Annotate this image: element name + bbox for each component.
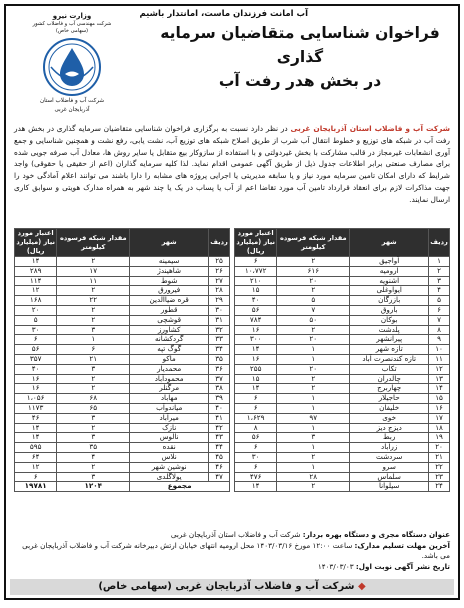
cell-city: قره ضیاالدین	[130, 296, 209, 306]
cell-value: ۱۴	[235, 384, 277, 394]
cell-city: سردشت	[350, 452, 429, 462]
cell-unit: ۱	[277, 394, 350, 404]
cell-unit: ۲	[57, 257, 130, 267]
table-row	[15, 384, 230, 394]
cell-row-number: ۹	[429, 335, 450, 345]
cell-row-number: ۵	[429, 296, 450, 306]
cell-unit: ۲۱	[57, 354, 130, 364]
cell-value: ۱۵	[235, 374, 277, 384]
cell-row-number: ۳۳	[209, 335, 230, 345]
cell-city: مرگنلر	[130, 384, 209, 394]
cell-unit: ۴	[57, 452, 130, 462]
cell-value: ۲۵۵	[235, 364, 277, 374]
cell-city: قطور	[130, 305, 209, 315]
cell-unit: ۱	[57, 335, 130, 345]
header-unit: مقدار شبکه فرسوده کیلومتر	[57, 229, 130, 257]
cell-city: کشاورز	[130, 325, 209, 335]
cell-unit: ۱	[277, 443, 350, 453]
table-row	[15, 325, 230, 335]
table-row	[235, 305, 450, 315]
footer-deadline-value: ساعت ۱۲:۰۰ مورخ ۱۴۰۳/۰۳/۱۶ محل ارومیه انتهای خیابان ارتش دبیرخانه شرکت آب و فاضلاب آذربایجان غربی می باشد.	[22, 540, 450, 560]
cell-unit: ۲	[277, 257, 350, 267]
header-value: اعتبار مورد نیاز (میلیارد ریال)	[236, 229, 275, 255]
cell-value: ۶	[235, 394, 277, 404]
total-unit: ۱۲۰۴	[57, 482, 130, 492]
table-row	[235, 315, 450, 325]
cell-unit: ۲	[277, 374, 350, 384]
cell-city: یولاگلدی	[130, 472, 209, 482]
cell-value: ۵۹۵	[15, 443, 57, 453]
table-row	[235, 452, 450, 462]
intro-company-name: شرکت آب و فاضلاب استان آذربایجان غربی	[290, 124, 450, 133]
cell-row-number: ۳۵	[209, 354, 230, 364]
page-title	[150, 21, 450, 93]
cell-unit: ۲	[277, 452, 350, 462]
footer-line-deadline	[14, 541, 450, 562]
cell-value: ۴۰	[15, 364, 57, 374]
cell-unit: ۲	[57, 315, 130, 325]
cell-row-number: ۱۳	[429, 374, 450, 384]
cell-value: ۱۴	[15, 433, 57, 443]
cell-value: ۱۶	[235, 325, 277, 335]
table-row	[235, 423, 450, 433]
cell-city: گردکشانه	[130, 335, 209, 345]
table-row	[15, 472, 230, 482]
table-row	[235, 364, 450, 374]
cell-city: چهاربرج	[350, 384, 429, 394]
table-row	[235, 433, 450, 443]
ministry-sub-1: شرکت مهندسی آب و فاضلاب کشور	[32, 21, 112, 27]
ministry-sub-2: (سهامی خاص)	[55, 28, 89, 34]
table-row	[235, 403, 450, 413]
table-row	[15, 354, 230, 364]
cell-row-number: ۳۴	[209, 345, 230, 355]
cell-row-number: ۲۴	[429, 482, 450, 492]
cell-unit: ۶۵	[57, 403, 130, 413]
cell-city: باروق	[350, 305, 429, 315]
header-city: شهر	[350, 229, 429, 257]
table-row	[235, 325, 450, 335]
cell-row-number: ۲۹	[209, 296, 230, 306]
cell-unit: ۲	[277, 482, 350, 492]
cell-city: محمودآباد	[130, 374, 209, 384]
cell-value: ۱۰،۷۷۲	[235, 266, 277, 276]
table-row	[235, 482, 450, 492]
cell-row-number: ۲۳	[429, 472, 450, 482]
table-row	[235, 266, 450, 276]
cell-row-number: ۲۱	[429, 452, 450, 462]
footer-deadline-label: آخرین مهلت تسلیم مدارک:	[354, 540, 450, 550]
logo-block	[12, 12, 132, 120]
cell-value: ۲۸۹	[15, 266, 57, 276]
cell-row-number: ۳	[429, 276, 450, 286]
table-row	[15, 423, 230, 433]
header-unit: مقدار شبکه فرسوده کیلومتر	[277, 229, 350, 257]
cell-city: نالوس	[130, 433, 209, 443]
cell-row-number: ۱۶	[429, 403, 450, 413]
cell-row-number: ۱۹	[429, 433, 450, 443]
cell-city: حاجیلار	[350, 394, 429, 404]
cell-unit: ۲	[57, 462, 130, 472]
ministry-name: وزارت نیرو	[52, 12, 92, 20]
cell-value: ۱۴	[15, 257, 57, 267]
cell-value: ۳۰	[235, 452, 277, 462]
cell-value: ۱۶	[15, 374, 57, 384]
cell-unit: ۲	[57, 305, 130, 315]
cell-city: سیمینه	[130, 257, 209, 267]
cell-row-number: ۴۴	[209, 443, 230, 453]
cell-row-number: ۳۷	[209, 374, 230, 384]
footer-line-executor	[14, 530, 450, 541]
cell-value: ۱۴	[235, 482, 277, 492]
cell-city: سلماس	[350, 472, 429, 482]
cell-unit: ۲۸	[277, 472, 350, 482]
cell-row-number: ۲۲	[429, 462, 450, 472]
cell-unit: ۲	[57, 374, 130, 384]
cell-row-number: ۴۶	[209, 462, 230, 472]
cell-row-number: ۲۰	[429, 443, 450, 453]
cell-city: اشنویه	[350, 276, 429, 286]
cell-city: میاندوآب	[130, 403, 209, 413]
table-row	[15, 257, 230, 267]
cell-unit: ۲۰	[277, 335, 350, 345]
cell-city: دیزج دیز	[350, 423, 429, 433]
cell-city: بازرگان	[350, 296, 429, 306]
cell-city: میرآباد	[130, 413, 209, 423]
cell-city: پلدشت	[350, 325, 429, 335]
cell-value: ۱۱۷۳	[15, 403, 57, 413]
table-cities-right	[234, 228, 450, 492]
cell-unit: ۳	[277, 433, 350, 443]
footer-line-publish-date	[14, 562, 450, 573]
table-row	[235, 335, 450, 345]
water-drop-logo-icon	[43, 38, 101, 96]
cell-unit: ۱	[277, 345, 350, 355]
cell-city: تازه شهر	[350, 345, 429, 355]
cell-city: نقده	[130, 443, 209, 453]
cell-city: پیرانشهر	[350, 335, 429, 345]
cell-row-number: ۴۲	[209, 423, 230, 433]
intro-paragraph	[14, 123, 450, 206]
cell-value: ۵۶	[15, 345, 57, 355]
table-cities-left	[14, 228, 230, 492]
cell-city: تازه کندنصرت آباد	[350, 354, 429, 364]
cell-row-number: ۱۱	[429, 354, 450, 364]
cell-value: ۵	[15, 315, 57, 325]
cell-row-number: ۱۲	[429, 364, 450, 374]
cell-unit: ۵۰	[277, 315, 350, 325]
table-row	[15, 286, 230, 296]
cell-value: ۶	[15, 335, 57, 345]
cell-value: ۷۸۴	[235, 315, 277, 325]
cell-value: ۱۶۸	[15, 296, 57, 306]
cell-city: ارومیه	[350, 266, 429, 276]
intro-body: در نظر دارد نسبت به برگزاری فراخوان شناسایی متقاضیان سرمایه گذاری در بخش هدر رفت آب در شبکه های توزیع و خطوط انتقال آب شرب از طریق اصلاح شبکه های توزیع آب، نشت یابی، رفع نشت و همچنین شناسایی و جمع آوری انشعابات غیرمجاز در قالب مشارکت با بخش غیردولتی و با استفاده از سازوکار بیع متقابل یا سایر روش ها، معادل آب صرفه جویی شده برای مصارف صنعتی برابر اطلاعات جدول ذیل از طریق آگهی عمومی اقدام نماید. لذا کلیه سرمایه گذاران (اعم از حقیقی یا حقوقی) واجد شرایط که دارای امکان تامین سرمایه مورد نیاز و یا سابقه مدیریتی یا اجرایی پروژه های مشابه را دارا باشند می توانند اعلام آمادگی خود را جهت مذاکرات لازم برای انعقاد قرارداد تامین آب مورد تقاضا اعم از آب یا پساب در یک یا چند شهر به همراه مدارک هویتی و سوابق کاری ارسال نمایند.	[14, 124, 450, 204]
banner-text: شرکت آب و فاضلاب آذربایجان غربی (سهامی خاص)	[98, 581, 355, 592]
cell-value: ۱۴	[15, 423, 57, 433]
table-row	[15, 413, 230, 423]
header-row-number: ردیف	[429, 229, 450, 257]
table-row	[15, 462, 230, 472]
cell-unit: ۳	[57, 472, 130, 482]
slogan: آب امانت فرزندان ماست، امانتدار باشیم	[139, 9, 308, 19]
cell-unit: ۱	[277, 462, 350, 472]
table-row	[235, 443, 450, 453]
table-row	[15, 335, 230, 345]
table-row	[15, 276, 230, 286]
table-row	[235, 394, 450, 404]
cell-unit: ۵	[277, 296, 350, 306]
cell-row-number: ۷	[429, 315, 450, 325]
cell-unit: ۶۸	[57, 394, 130, 404]
table-row	[235, 472, 450, 482]
cell-row-number: ۱۵	[429, 394, 450, 404]
company-logo-text-2: آذربایجان غربی	[54, 107, 90, 113]
cell-row-number: ۳۱	[209, 315, 230, 325]
cell-row-number: ۴۷	[209, 472, 230, 482]
cell-value: ۱۶	[15, 384, 57, 394]
cell-city: آواجیق	[350, 257, 429, 267]
table-row	[235, 286, 450, 296]
cell-city: نازک	[130, 423, 209, 433]
cell-unit: ۱۱	[57, 276, 130, 286]
cell-value: ۶	[235, 403, 277, 413]
table-row	[235, 296, 450, 306]
cell-unit: ۳	[57, 364, 130, 374]
cell-city: خلیفان	[350, 403, 429, 413]
cell-city: نلاس	[130, 452, 209, 462]
cell-unit: ۲۰	[277, 276, 350, 286]
cell-row-number: ۴	[429, 286, 450, 296]
table-header-row	[15, 229, 230, 257]
cell-unit: ۶	[57, 345, 130, 355]
cell-row-number: ۱۷	[429, 413, 450, 423]
cell-value: ۴۰	[235, 296, 277, 306]
table-header-row	[235, 229, 450, 257]
table-row	[15, 403, 230, 413]
cell-city: خوی	[350, 413, 429, 423]
cell-value: ۱۲	[15, 462, 57, 472]
cell-row-number: ۱۴	[429, 384, 450, 394]
title-line-2: در بخش هدر رفت آب	[218, 72, 382, 90]
cell-city: محمدیار	[130, 364, 209, 374]
cell-city: ماکو	[130, 354, 209, 364]
table-total-row	[15, 482, 230, 492]
table-row	[15, 296, 230, 306]
cell-row-number: ۲۸	[209, 286, 230, 296]
footer-executor-label: عنوان دستگاه مجری و دستگاه بهره بردار:	[302, 530, 450, 539]
title-line-1: فراخوان شناسایی متقاضیان سرمایه گذاری	[160, 24, 440, 66]
cell-unit: ۳	[57, 433, 130, 443]
table-row	[235, 462, 450, 472]
cell-value: ۶۴	[15, 452, 57, 462]
diamond-bullet-icon: ◆	[357, 581, 366, 592]
cell-city: شوط	[130, 276, 209, 286]
header-value: اعتبار مورد نیاز (میلیارد ریال)	[16, 229, 55, 255]
cell-value: ۶	[15, 472, 57, 482]
cell-row-number: ۶	[429, 305, 450, 315]
cell-row-number: ۴۰	[209, 403, 230, 413]
cell-value: ۱۲	[15, 286, 57, 296]
footer-publish-value: ۱۴۰۳/۰۳/۰۳	[317, 561, 356, 571]
cell-unit: ۲	[277, 384, 350, 394]
cell-value: ۵۶	[235, 433, 277, 443]
footer-info	[14, 530, 450, 572]
cell-unit: ۲	[57, 423, 130, 433]
cell-city: مهاباد	[130, 394, 209, 404]
cell-city: ایواوغلی	[350, 286, 429, 296]
table-row	[15, 433, 230, 443]
cell-unit: ۲	[277, 286, 350, 296]
cell-unit: ۲	[277, 325, 350, 335]
cell-unit: ۱	[277, 403, 350, 413]
cell-value: ۳۰	[15, 325, 57, 335]
table-row	[235, 345, 450, 355]
cell-unit: ۲	[57, 286, 130, 296]
table-row	[15, 374, 230, 384]
table-row	[15, 364, 230, 374]
cell-value: ۶	[235, 462, 277, 472]
cell-unit: ۳	[57, 325, 130, 335]
table-row	[15, 266, 230, 276]
table-row	[235, 276, 450, 286]
cell-value: ۲۰	[15, 305, 57, 315]
header-row-number: ردیف	[209, 229, 230, 257]
cell-city: ربط	[350, 433, 429, 443]
cell-value: ۶	[235, 257, 277, 267]
table-row	[235, 374, 450, 384]
cell-value: ۵۶	[235, 305, 277, 315]
cell-unit: ۱	[277, 354, 350, 364]
cell-city: نوشین شهر	[130, 462, 209, 472]
cell-unit: ۹۷	[277, 413, 350, 423]
cell-value: ۲۱۰	[235, 276, 277, 286]
cell-unit: ۲	[57, 384, 130, 394]
cell-value: ۳۰۰	[235, 335, 277, 345]
cell-value: ۶	[235, 443, 277, 453]
cell-row-number: ۸	[429, 325, 450, 335]
cell-unit: ۳	[57, 413, 130, 423]
cell-value: ۴۶	[15, 413, 57, 423]
cell-city: بوکان	[350, 315, 429, 325]
table-row	[235, 384, 450, 394]
table-row	[15, 345, 230, 355]
cell-row-number: ۱	[429, 257, 450, 267]
cell-value: ۱۱۴	[15, 276, 57, 286]
company-banner	[10, 579, 454, 595]
table-row	[15, 315, 230, 325]
cell-value: ۱،۰۵۶	[15, 394, 57, 404]
cell-value: ۸	[235, 423, 277, 433]
cell-value: ۱۶	[235, 354, 277, 364]
cell-value: ۱،۶۲۹	[235, 413, 277, 423]
cell-value: ۱۵	[235, 286, 277, 296]
cell-city: تکاب	[350, 364, 429, 374]
table-row	[15, 452, 230, 462]
cell-row-number: ۱۰	[429, 345, 450, 355]
footer-publish-label: تاریخ نشر آگهی نوبت اول:	[355, 561, 450, 571]
table-row	[235, 257, 450, 267]
cell-row-number: ۱۸	[429, 423, 450, 433]
total-label: مجموع	[130, 482, 230, 492]
table-row	[235, 354, 450, 364]
cell-value: ۱۴	[235, 345, 277, 355]
cell-unit: ۱	[277, 423, 350, 433]
cell-value: ۴۷۶	[235, 472, 277, 482]
cell-unit: ۶۱۶	[277, 266, 350, 276]
company-logo-text-1: شرکت آب و فاضلاب استان	[39, 98, 105, 104]
cell-city: زرآباد	[350, 443, 429, 453]
cell-row-number: ۲۵	[209, 257, 230, 267]
cell-value: ۳۵۷	[15, 354, 57, 364]
table-row	[15, 443, 230, 453]
cell-unit: ۳۵	[57, 443, 130, 453]
cell-row-number: ۳۲	[209, 325, 230, 335]
cell-row-number: ۳۸	[209, 384, 230, 394]
cell-city: فیرورق	[130, 286, 209, 296]
cell-unit: ۲۰	[277, 364, 350, 374]
cell-city: سیلوانا	[350, 482, 429, 492]
cell-city: سرو	[350, 462, 429, 472]
header-city: شهر	[130, 229, 209, 257]
cell-row-number: ۲۶	[209, 266, 230, 276]
advertisement-page	[4, 4, 460, 600]
footer-executor-value: شرکت آب و فاضلاب استان آذربایجان غربی	[170, 530, 303, 539]
total-value: ۱۹۷۸۱	[15, 482, 57, 492]
table-row	[15, 394, 230, 404]
table-row	[15, 305, 230, 315]
cell-city: قوشچی	[130, 315, 209, 325]
cell-city: شاهیندژ	[130, 266, 209, 276]
cell-unit: ۲۲	[57, 296, 130, 306]
cell-row-number: ۴۱	[209, 413, 230, 423]
cell-row-number: ۴۳	[209, 433, 230, 443]
cell-row-number: ۳۶	[209, 364, 230, 374]
cell-unit: ۷	[277, 305, 350, 315]
table-row	[235, 413, 450, 423]
cell-row-number: ۲	[429, 266, 450, 276]
cell-row-number: ۳۹	[209, 394, 230, 404]
cell-row-number: ۳۰	[209, 305, 230, 315]
cell-row-number: ۴۵	[209, 452, 230, 462]
cell-row-number: ۲۷	[209, 276, 230, 286]
cell-city: چالدران	[350, 374, 429, 384]
cell-unit: ۱۷	[57, 266, 130, 276]
cell-city: گوگ تپه	[130, 345, 209, 355]
